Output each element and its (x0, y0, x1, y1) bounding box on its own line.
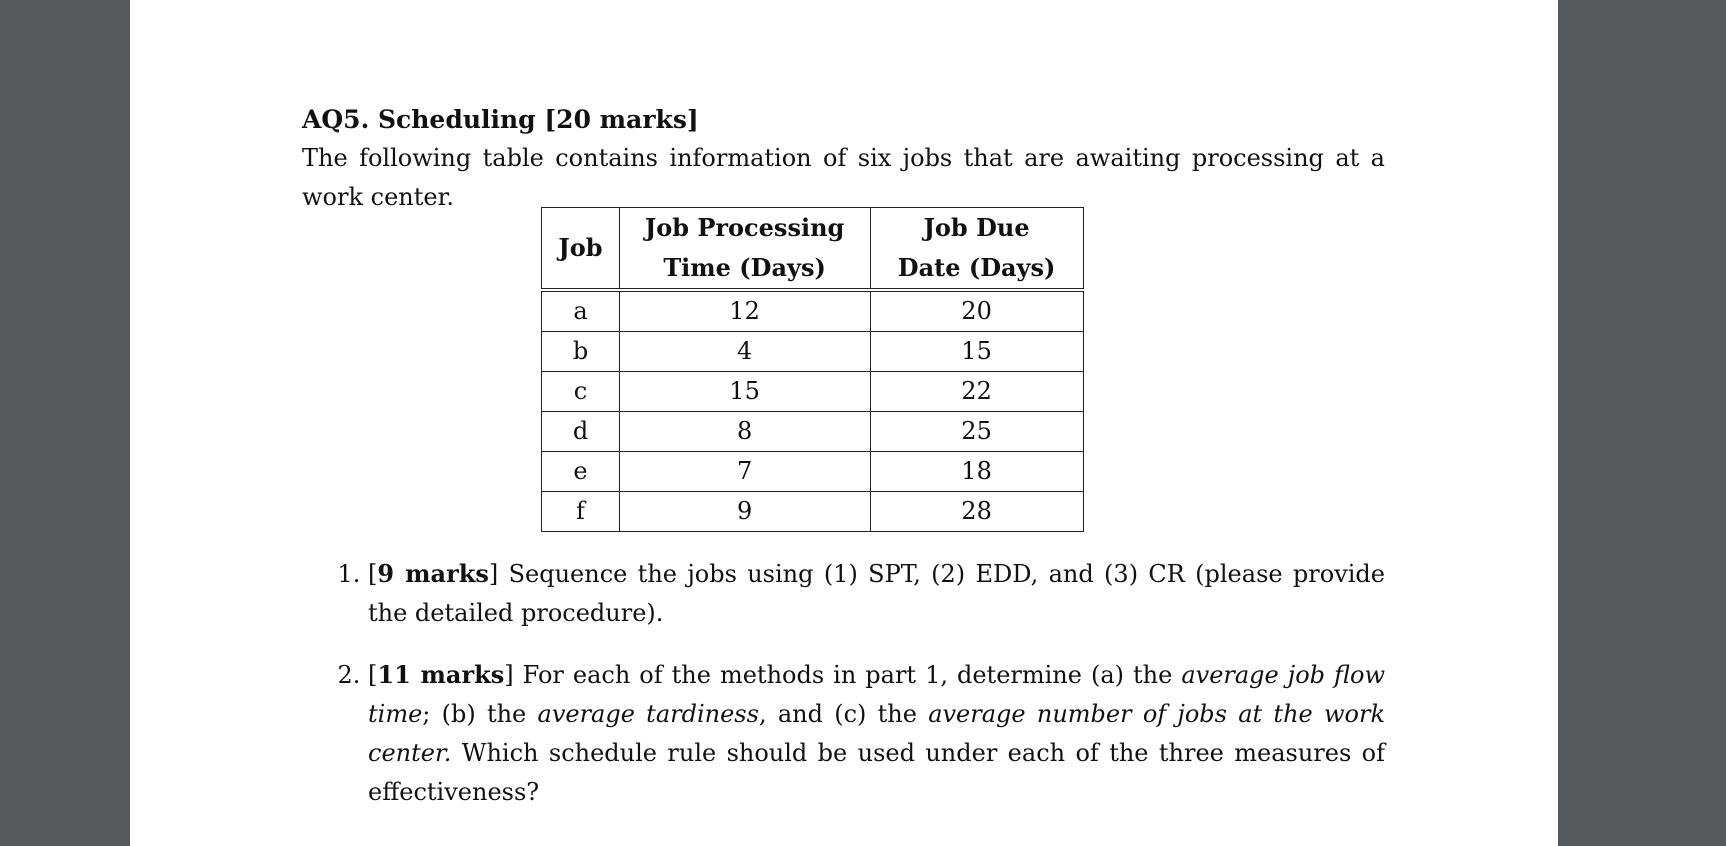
part-1-marks: 9 marks (377, 559, 489, 588)
header-processing-line2: Time (Days) (663, 253, 826, 282)
header-due-date (870, 208, 1083, 291)
cell-job: e (542, 452, 619, 492)
marks-bracket-open: [ (368, 661, 378, 689)
cell-due: 28 (870, 492, 1083, 532)
question-intro: The following table contains information of six jobs that are awaiting processing at a work center. (302, 144, 1385, 211)
cell-job: b (542, 332, 619, 372)
table-row (542, 492, 1083, 532)
table-row (542, 372, 1083, 412)
cell-processing: 8 (619, 412, 870, 452)
cell-due: 15 (870, 332, 1083, 372)
cell-processing: 15 (619, 372, 870, 412)
cell-processing: 9 (619, 492, 870, 532)
part-1-text: Sequence the jobs using (1) SPT, (2) EDD, and (3) CR (please provide the detailed procedure). (368, 560, 1385, 627)
cell-due: 20 (870, 290, 1083, 332)
part-2-marks: 11 marks (377, 660, 505, 689)
cell-due: 22 (870, 372, 1083, 412)
part-2-emphasis-flow-time: average job flow time (368, 661, 1386, 728)
table-row (542, 452, 1083, 492)
marks-bracket-open: [ (368, 560, 378, 588)
cell-processing: 7 (619, 452, 870, 492)
document-page (130, 0, 1558, 846)
part-2-text-2: ; (b) the (422, 700, 538, 728)
jobs-table (541, 207, 1083, 532)
cell-job: f (542, 492, 619, 532)
header-processing-time (619, 208, 870, 291)
question-part-2 (368, 655, 1385, 812)
question-content (302, 100, 1385, 834)
part-2-emphasis-jobs-at-center: average number of jobs at the work center. (368, 700, 1385, 767)
table-row (542, 290, 1083, 332)
part-2-emphasis-tardiness: average tardiness (537, 700, 759, 728)
question-parts-list (302, 554, 1385, 812)
part-2-text-1: For each of the methods in part 1, determine (a) the (513, 661, 1182, 689)
table-header-row (542, 208, 1083, 291)
question-part-1 (368, 554, 1385, 633)
table-row (542, 332, 1083, 372)
header-processing-line1: Job Processing (644, 213, 845, 242)
cell-job: c (542, 372, 619, 412)
cell-due: 18 (870, 452, 1083, 492)
part-2-text-4: Which schedule rule should be used under each of the three measures of effectiveness? (368, 739, 1385, 806)
table-row (542, 412, 1083, 452)
marks-bracket-close: ] (488, 560, 499, 588)
question-heading: AQ5. Scheduling [20 marks] (302, 105, 699, 134)
part-2-text-3: , and (c) the (758, 700, 929, 728)
header-due-line1: Job Due (923, 213, 1030, 242)
header-job (542, 208, 619, 291)
cell-processing: 12 (619, 290, 870, 332)
cell-job: d (542, 412, 619, 452)
header-job-label: Job (558, 233, 603, 262)
table-wrapper (302, 207, 1385, 532)
marks-bracket-close: ] (504, 661, 514, 689)
cell-processing: 4 (619, 332, 870, 372)
header-due-line2: Date (Days) (897, 253, 1056, 282)
cell-job: a (542, 290, 619, 332)
cell-due: 25 (870, 412, 1083, 452)
